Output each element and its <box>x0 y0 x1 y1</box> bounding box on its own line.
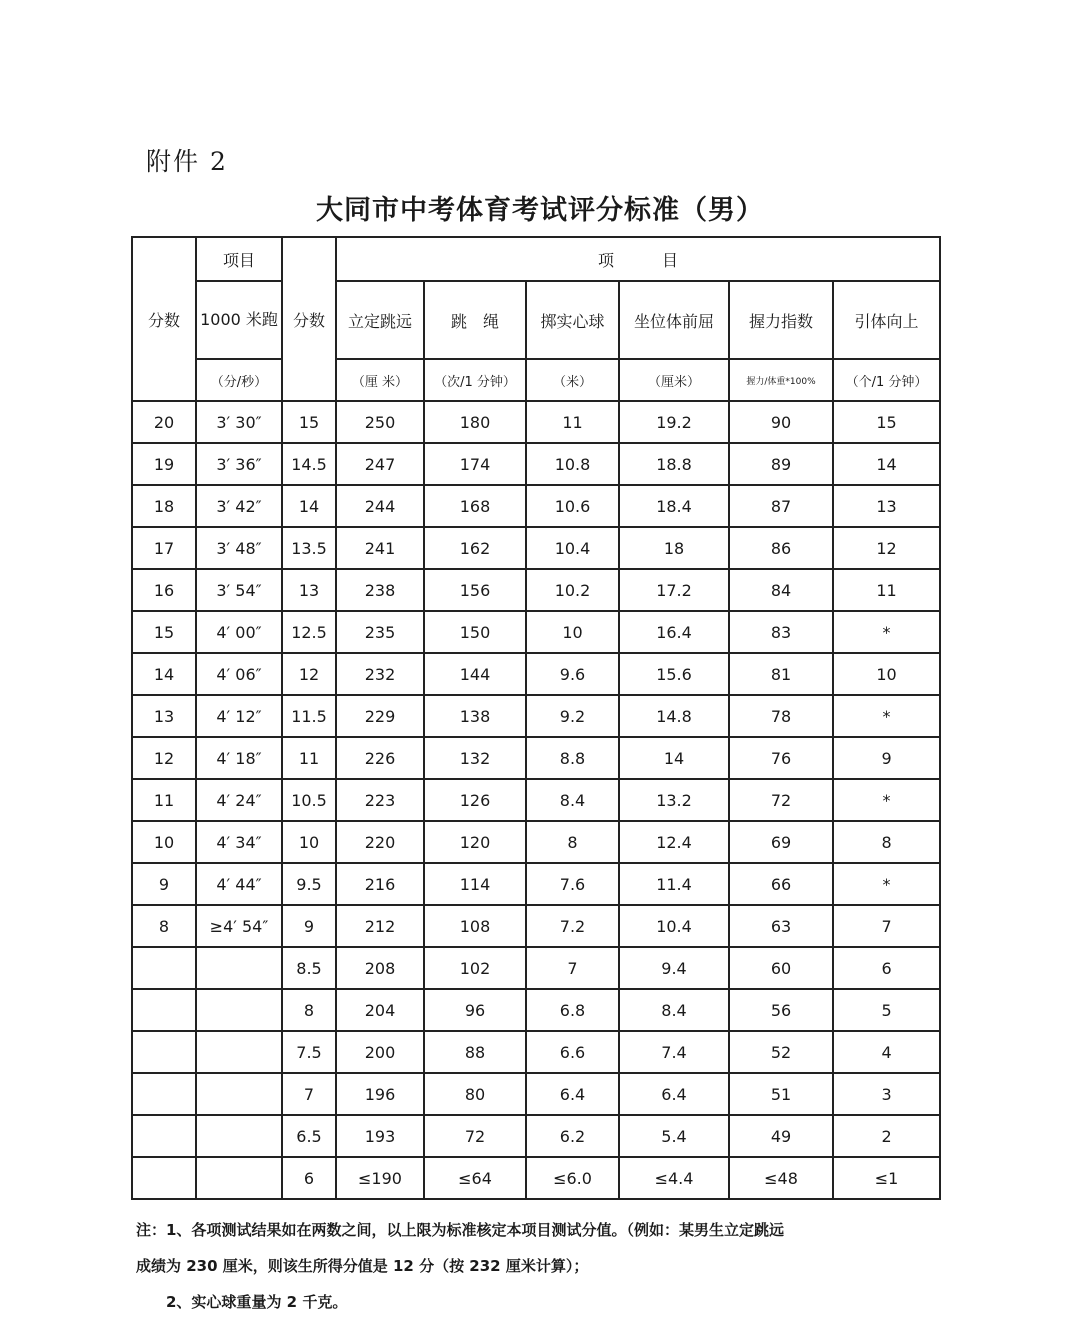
grip-index-cell: 49 <box>729 1115 833 1157</box>
score-cell: 9 <box>132 863 196 905</box>
header-item-label: 项目 <box>196 237 282 281</box>
header-col-name: 坐位体前屈 <box>619 281 729 359</box>
grip-index-cell: 72 <box>729 779 833 821</box>
standing-jump-cell: 200 <box>336 1031 424 1073</box>
sit-reach-cell: 11.4 <box>619 863 729 905</box>
run-time-cell <box>196 1031 282 1073</box>
medicine-ball-cell: 8 <box>526 821 619 863</box>
pull-up-cell: 3 <box>833 1073 940 1115</box>
score-cell: 14.5 <box>282 443 336 485</box>
sit-reach-cell: 8.4 <box>619 989 729 1031</box>
standing-jump-cell: 244 <box>336 485 424 527</box>
medicine-ball-cell: 10.6 <box>526 485 619 527</box>
sit-reach-cell: 16.4 <box>619 611 729 653</box>
header-run-unit: （分/秒） <box>196 359 282 401</box>
standing-jump-cell: 204 <box>336 989 424 1031</box>
score-cell: 16 <box>132 569 196 611</box>
standing-jump-cell: 216 <box>336 863 424 905</box>
run-time-cell: 3′ 48″ <box>196 527 282 569</box>
rope-skip-cell: 80 <box>424 1073 526 1115</box>
standing-jump-cell: 193 <box>336 1115 424 1157</box>
medicine-ball-cell: 9.2 <box>526 695 619 737</box>
header-col-unit: （米） <box>526 359 619 401</box>
run-time-cell: ≥4′ 54″ <box>196 905 282 947</box>
run-time-cell: 3′ 42″ <box>196 485 282 527</box>
pull-up-cell: * <box>833 863 940 905</box>
grip-index-cell: 60 <box>729 947 833 989</box>
sit-reach-cell: 18 <box>619 527 729 569</box>
table-row <box>132 1157 940 1199</box>
score-cell <box>132 1073 196 1115</box>
medicine-ball-cell: 8.4 <box>526 779 619 821</box>
score-cell: 11 <box>282 737 336 779</box>
medicine-ball-cell: 6.4 <box>526 1073 619 1115</box>
header-run-name: 1000 米跑 <box>196 281 282 359</box>
score-cell <box>132 947 196 989</box>
score-cell: 10.5 <box>282 779 336 821</box>
score-cell: 8.5 <box>282 947 336 989</box>
score-cell: 17 <box>132 527 196 569</box>
table-row <box>132 1073 940 1115</box>
score-cell: 9 <box>282 905 336 947</box>
sit-reach-cell: 14.8 <box>619 695 729 737</box>
note-line: 成绩为 230 厘米，则该生所得分值是 12 分（按 232 厘米计算）； <box>136 1257 589 1275</box>
table-row <box>132 737 940 779</box>
standing-jump-cell: 250 <box>336 401 424 443</box>
score-cell: 15 <box>282 401 336 443</box>
medicine-ball-cell: 7 <box>526 947 619 989</box>
rope-skip-cell: 88 <box>424 1031 526 1073</box>
pull-up-cell: 11 <box>833 569 940 611</box>
rope-skip-cell: 156 <box>424 569 526 611</box>
run-time-cell <box>196 989 282 1031</box>
score-cell: 18 <box>132 485 196 527</box>
pull-up-cell: 13 <box>833 485 940 527</box>
pull-up-cell: 5 <box>833 989 940 1031</box>
standing-jump-cell: 196 <box>336 1073 424 1115</box>
sit-reach-cell: 18.4 <box>619 485 729 527</box>
sit-reach-cell: 14 <box>619 737 729 779</box>
run-time-cell: 4′ 18″ <box>196 737 282 779</box>
pull-up-cell: * <box>833 779 940 821</box>
rope-skip-cell: 180 <box>424 401 526 443</box>
grip-index-cell: 76 <box>729 737 833 779</box>
run-time-cell: 4′ 12″ <box>196 695 282 737</box>
header-items-group: 项 目 <box>336 237 940 281</box>
rope-skip-cell: 150 <box>424 611 526 653</box>
run-time-cell: 4′ 24″ <box>196 779 282 821</box>
score-cell: 19 <box>132 443 196 485</box>
standing-jump-cell: 238 <box>336 569 424 611</box>
medicine-ball-cell: 10.4 <box>526 527 619 569</box>
score-cell: 12.5 <box>282 611 336 653</box>
score-cell: 14 <box>132 653 196 695</box>
table-row <box>132 905 940 947</box>
score-cell: 12 <box>132 737 196 779</box>
sit-reach-cell: 19.2 <box>619 401 729 443</box>
sit-reach-cell: ≤4.4 <box>619 1157 729 1199</box>
score-cell: 13 <box>132 695 196 737</box>
score-cell: 12 <box>282 653 336 695</box>
table-row <box>132 1115 940 1157</box>
medicine-ball-cell: 6.6 <box>526 1031 619 1073</box>
score-cell: 10 <box>282 821 336 863</box>
grip-index-cell: 63 <box>729 905 833 947</box>
document-title: 大同市中考体育考试评分标准（男） <box>316 195 764 226</box>
rope-skip-cell: 114 <box>424 863 526 905</box>
score-cell: 8 <box>132 905 196 947</box>
score-cell: 11 <box>132 779 196 821</box>
pull-up-cell: 12 <box>833 527 940 569</box>
attachment-label: 附件 2 <box>146 147 228 176</box>
header-score-2: 分数 <box>282 237 336 401</box>
medicine-ball-cell: 7.2 <box>526 905 619 947</box>
pull-up-cell: * <box>833 695 940 737</box>
header-col-unit: （次/1 分钟） <box>424 359 526 401</box>
pull-up-cell: 8 <box>833 821 940 863</box>
table-row <box>132 989 940 1031</box>
rope-skip-cell: 120 <box>424 821 526 863</box>
standing-jump-cell: 241 <box>336 527 424 569</box>
run-time-cell: 4′ 06″ <box>196 653 282 695</box>
standing-jump-cell: 232 <box>336 653 424 695</box>
medicine-ball-cell: 6.2 <box>526 1115 619 1157</box>
rope-skip-cell: 168 <box>424 485 526 527</box>
table-row <box>132 443 940 485</box>
grip-index-cell: 90 <box>729 401 833 443</box>
rope-skip-cell: 144 <box>424 653 526 695</box>
run-time-cell <box>196 1073 282 1115</box>
pull-up-cell: 15 <box>833 401 940 443</box>
header-col-name: 引体向上 <box>833 281 940 359</box>
sit-reach-cell: 7.4 <box>619 1031 729 1073</box>
sit-reach-cell: 17.2 <box>619 569 729 611</box>
medicine-ball-cell: 6.8 <box>526 989 619 1031</box>
table-row <box>132 527 940 569</box>
table-row <box>132 653 940 695</box>
medicine-ball-cell: 10 <box>526 611 619 653</box>
grip-index-cell: 83 <box>729 611 833 653</box>
pull-up-cell: 9 <box>833 737 940 779</box>
run-time-cell: 4′ 44″ <box>196 863 282 905</box>
table-row <box>132 401 940 443</box>
rope-skip-cell: 138 <box>424 695 526 737</box>
medicine-ball-cell: 9.6 <box>526 653 619 695</box>
standing-jump-cell: 212 <box>336 905 424 947</box>
pull-up-cell: 6 <box>833 947 940 989</box>
score-cell: 11.5 <box>282 695 336 737</box>
score-table <box>131 236 941 1200</box>
grip-index-cell: 87 <box>729 485 833 527</box>
header-col-unit: （厘 米） <box>336 359 424 401</box>
sit-reach-cell: 9.4 <box>619 947 729 989</box>
table-row <box>132 821 940 863</box>
score-cell: 15 <box>132 611 196 653</box>
grip-index-cell: 51 <box>729 1073 833 1115</box>
rope-skip-cell: 174 <box>424 443 526 485</box>
medicine-ball-cell: ≤6.0 <box>526 1157 619 1199</box>
standing-jump-cell: 229 <box>336 695 424 737</box>
table-row <box>132 947 940 989</box>
pull-up-cell: * <box>833 611 940 653</box>
run-time-cell: 3′ 54″ <box>196 569 282 611</box>
header-col-unit: （个/1 分钟） <box>833 359 940 401</box>
run-time-cell: 4′ 00″ <box>196 611 282 653</box>
grip-index-cell: 89 <box>729 443 833 485</box>
score-cell <box>132 989 196 1031</box>
notes <box>136 1212 1016 1320</box>
score-cell <box>132 1157 196 1199</box>
sit-reach-cell: 13.2 <box>619 779 729 821</box>
table-row <box>132 695 940 737</box>
grip-index-cell: 78 <box>729 695 833 737</box>
grip-index-cell: 84 <box>729 569 833 611</box>
standing-jump-cell: 226 <box>336 737 424 779</box>
grip-index-cell: 66 <box>729 863 833 905</box>
standing-jump-cell: ≤190 <box>336 1157 424 1199</box>
run-time-cell: 3′ 30″ <box>196 401 282 443</box>
score-cell: 20 <box>132 401 196 443</box>
standing-jump-cell: 208 <box>336 947 424 989</box>
rope-skip-cell: 108 <box>424 905 526 947</box>
rope-skip-cell: 162 <box>424 527 526 569</box>
run-time-cell <box>196 1115 282 1157</box>
run-time-cell: 4′ 34″ <box>196 821 282 863</box>
sit-reach-cell: 18.8 <box>619 443 729 485</box>
grip-index-cell: 52 <box>729 1031 833 1073</box>
score-cell: 9.5 <box>282 863 336 905</box>
table-row <box>132 485 940 527</box>
sit-reach-cell: 10.4 <box>619 905 729 947</box>
table-row <box>132 1031 940 1073</box>
sit-reach-cell: 5.4 <box>619 1115 729 1157</box>
note-line: 2、实心球重量为 2 千克。 <box>166 1293 348 1311</box>
score-cell: 7 <box>282 1073 336 1115</box>
grip-index-cell: 81 <box>729 653 833 695</box>
standing-jump-cell: 247 <box>336 443 424 485</box>
sit-reach-cell: 15.6 <box>619 653 729 695</box>
standing-jump-cell: 235 <box>336 611 424 653</box>
medicine-ball-cell: 10.2 <box>526 569 619 611</box>
rope-skip-cell: 126 <box>424 779 526 821</box>
table-row <box>132 611 940 653</box>
note-line: 注：1、各项测试结果如在两数之间，以上限为标准核定本项目测试分值。（例如：某男生立定跳远 <box>136 1221 784 1239</box>
rope-skip-cell: 96 <box>424 989 526 1031</box>
score-cell: 6 <box>282 1157 336 1199</box>
run-time-cell <box>196 1157 282 1199</box>
sit-reach-cell: 6.4 <box>619 1073 729 1115</box>
medicine-ball-cell: 11 <box>526 401 619 443</box>
score-cell: 7.5 <box>282 1031 336 1073</box>
grip-index-cell: 86 <box>729 527 833 569</box>
header-col-name: 跳 绳 <box>424 281 526 359</box>
score-cell: 13.5 <box>282 527 336 569</box>
header-score-1: 分数 <box>132 237 196 401</box>
grip-index-cell: 56 <box>729 989 833 1031</box>
score-cell: 8 <box>282 989 336 1031</box>
pull-up-cell: 10 <box>833 653 940 695</box>
pull-up-cell: 4 <box>833 1031 940 1073</box>
rope-skip-cell: 102 <box>424 947 526 989</box>
table-row <box>132 779 940 821</box>
grip-index-cell: 69 <box>729 821 833 863</box>
rope-skip-cell: ≤64 <box>424 1157 526 1199</box>
header-col-name: 掷实心球 <box>526 281 619 359</box>
pull-up-cell: 14 <box>833 443 940 485</box>
medicine-ball-cell: 8.8 <box>526 737 619 779</box>
header-col-name: 握力指数 <box>729 281 833 359</box>
header-col-unit: （厘米） <box>619 359 729 401</box>
grip-index-cell: ≤48 <box>729 1157 833 1199</box>
score-cell: 13 <box>282 569 336 611</box>
medicine-ball-cell: 10.8 <box>526 443 619 485</box>
standing-jump-cell: 220 <box>336 821 424 863</box>
header-col-unit: 握力/体重*100% <box>729 359 833 401</box>
score-cell: 10 <box>132 821 196 863</box>
score-cell <box>132 1115 196 1157</box>
score-cell: 6.5 <box>282 1115 336 1157</box>
rope-skip-cell: 72 <box>424 1115 526 1157</box>
score-cell: 14 <box>282 485 336 527</box>
pull-up-cell: ≤1 <box>833 1157 940 1199</box>
run-time-cell <box>196 947 282 989</box>
pull-up-cell: 7 <box>833 905 940 947</box>
header-col-name: 立定跳远 <box>336 281 424 359</box>
table-row <box>132 569 940 611</box>
run-time-cell: 3′ 36″ <box>196 443 282 485</box>
table-row <box>132 863 940 905</box>
standing-jump-cell: 223 <box>336 779 424 821</box>
sit-reach-cell: 12.4 <box>619 821 729 863</box>
rope-skip-cell: 132 <box>424 737 526 779</box>
medicine-ball-cell: 7.6 <box>526 863 619 905</box>
score-cell <box>132 1031 196 1073</box>
pull-up-cell: 2 <box>833 1115 940 1157</box>
